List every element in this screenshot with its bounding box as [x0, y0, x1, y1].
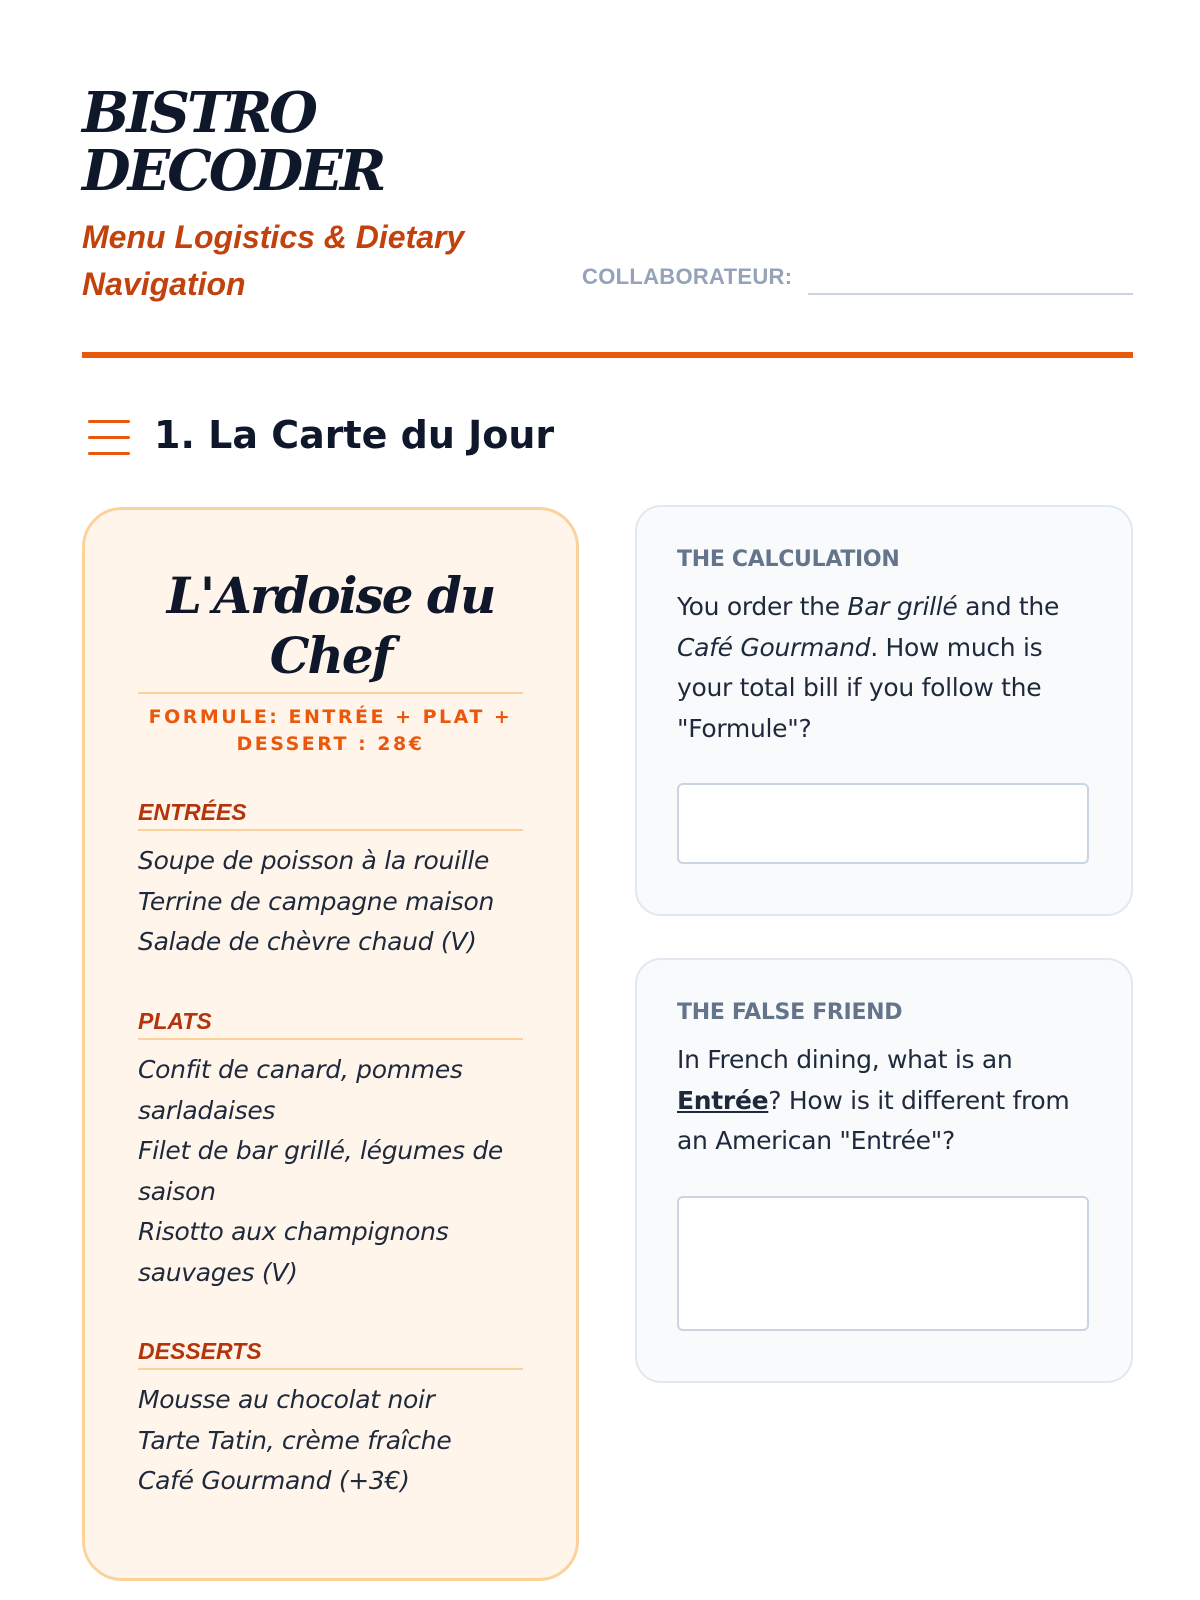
brand-title-line2: DECODER — [82, 138, 384, 204]
question-text-emphasis: Café Gourmand — [677, 632, 871, 662]
menu-section-entrees — [138, 797, 523, 963]
menu-item-list — [138, 1050, 523, 1293]
menu-item: Tarte Tatin, crème fraîche — [138, 1425, 452, 1455]
brand-title-line1: BISTRO — [82, 80, 315, 146]
menu-item: Salade de chèvre chaud (V) — [138, 927, 477, 956]
collaborator-input[interactable] — [808, 254, 1133, 295]
question-text-part: In French dining, what is an — [677, 1045, 1013, 1074]
menu-card-title: L'Ardoise du Chef — [166, 566, 495, 685]
menu-section-heading: DESSERTS — [138, 1336, 523, 1370]
calculation-question-text — [677, 587, 1087, 749]
calculation-question-card — [635, 505, 1133, 916]
menu-item: Filet de bar grillé, légumes de saison — [138, 1136, 503, 1206]
false-friend-answer-input[interactable] — [677, 1196, 1089, 1331]
menu-item-list — [138, 841, 523, 963]
question-text-part: . How much is your total bill if you follow the "Formule"? — [677, 632, 1043, 743]
calculation-answer-input[interactable] — [677, 783, 1089, 864]
hamburger-menu-icon — [88, 420, 126, 456]
header-divider — [82, 352, 1133, 358]
section-heading — [82, 408, 882, 468]
menu-item: Risotto aux champignons sauvages (V) — [138, 1217, 449, 1287]
menu-item: Café Gourmand (+3€) — [138, 1466, 410, 1495]
menu-section-heading: PLATS — [138, 1006, 523, 1040]
calculation-question-label: THE CALCULATION — [677, 547, 900, 572]
menu-item: Terrine de campagne maison — [138, 886, 495, 916]
brand-subtitle: Menu Logistics & Dietary Navigation — [82, 219, 465, 302]
formule-banner: FORMULE: ENTRÉE + PLAT + DESSERT : 28€ — [148, 706, 513, 755]
false-friend-question-card — [635, 958, 1133, 1383]
menu-section-desserts — [138, 1336, 523, 1502]
false-friend-question-text — [677, 1040, 1087, 1162]
menu-item-list — [138, 1380, 523, 1502]
menu-card-divider — [138, 692, 523, 694]
menu-section-plats — [138, 1006, 523, 1293]
menu-item: Soupe de poisson à la rouille — [138, 846, 490, 875]
question-text-part: You order the — [677, 592, 848, 621]
question-text-keyword: Entrée — [677, 1085, 769, 1115]
menu-item: Mousse au chocolat noir — [138, 1385, 435, 1414]
menu-item: Confit de canard, pommes sarladaises — [138, 1055, 463, 1125]
question-text-emphasis: Bar grillé — [847, 592, 958, 621]
question-text-part: and the — [957, 592, 1060, 621]
false-friend-question-label: THE FALSE FRIEND — [677, 1000, 903, 1025]
section-title: 1. La Carte du Jour — [154, 413, 555, 457]
menu-section-heading: ENTRÉES — [138, 797, 523, 831]
question-text-part: ? How is it different from an American "Entrée"? — [677, 1085, 1070, 1155]
collaborator-field — [582, 254, 1133, 298]
brand-title — [82, 80, 562, 204]
collaborator-label: COLLABORATEUR: — [582, 264, 793, 289]
